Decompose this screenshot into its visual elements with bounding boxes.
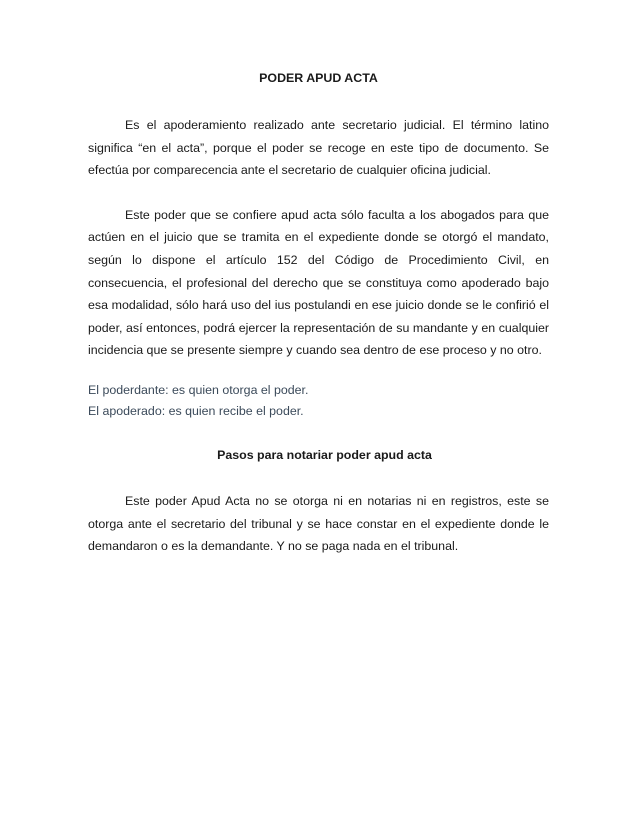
section-subtitle: Pasos para notariar poder apud acta	[217, 447, 432, 462]
definition-apoderado: El apoderado: es quien recibe el poder.	[88, 404, 304, 419]
paragraph-definition: Es el apoderamiento realizado ante secretario judicial. El término latino significa “en el acta”, porque el poder se recoge en este tipo de documento. Se efectúa por comparecencia ante el secretario de cualquier oficina judicial.	[88, 118, 549, 178]
definitions-list	[88, 380, 549, 423]
document-title: PODER APUD ACTA	[259, 71, 378, 85]
paragraph-steps: Este poder Apud Acta no se otorga ni en notarias ni en registros, este se otorga ante el secretario del tribunal y se hace constar en el expediente donde le demandaron o es la demandante. Y no se paga nada en el tribunal.	[88, 493, 549, 554]
paragraph-scope: Este poder que se confiere apud acta sólo faculta a los abogados para que actúen en el juicio que se tramita en el expediente donde se otorgó el mandato, según lo dispone el artículo 152 del Código de Procedimiento Civil, en consecuencia, el profesional del derecho que se constituya como apoderado bajo esa modalidad, sólo hará uso del ius postulandi en ese juicio donde se le confirió el poder, así entonces, podrá ejercer la representación de su mandante y en cualquier incidencia que se presente siempre y cuando sea dentro de ese proceso y no otro.	[88, 207, 549, 358]
document-body	[88, 70, 549, 558]
definition-poderdante: El poderdante: es quien otorga el poder.	[88, 382, 309, 397]
